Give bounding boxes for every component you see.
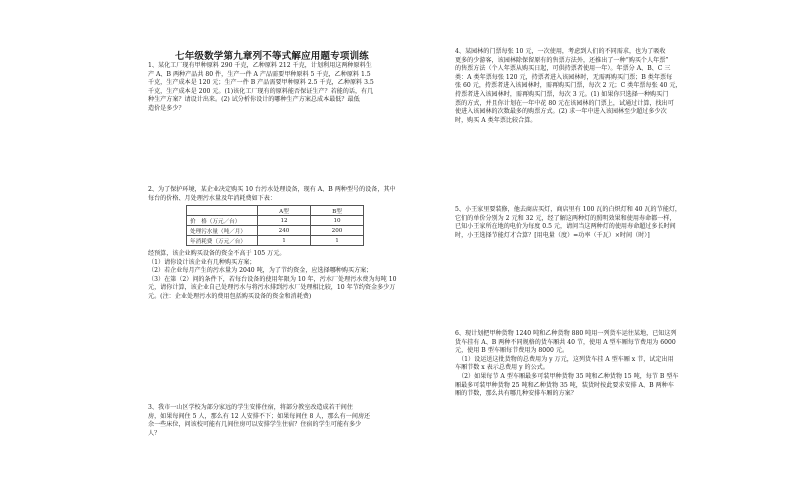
- equipment-table: [186, 205, 364, 246]
- question-4-line: 更多的少游客，该园林除保留原有的售票方法外，还推出了一种“购买个人年票”: [455, 56, 669, 64]
- question-4-line: 张 60 元，持票者进入该园林时，需再购买门票，每次 2 元；C 类年票每张 40 元，: [455, 82, 682, 90]
- question-1-line: 1、某化工厂现有甲种原料 290 千克，乙种原料 212 千克，计划利用这两种原料生: [148, 62, 372, 69]
- question-1-line: 千克，生产成本是 200 元。(1)该化工厂现有的原料能否保证生产？若能的话，有几: [148, 87, 374, 95]
- question-3-line: 房，如果每间住 5 人，那么有 12 人安排不下；如果每间住 8 人，那么有一间房还: [148, 412, 371, 420]
- question-5-line: 已知小王家所在地的电价为每度 0.5 元，请问当这两种灯的使用寿命超过多长时间: [455, 223, 676, 231]
- question-3: [148, 404, 438, 438]
- question-1-line: 产 A、B 两种产品共 80 件，生产一件 A 产品需要甲种原料 5 千克，乙种原料 1.5: [148, 70, 371, 78]
- table-header-row: [187, 206, 364, 216]
- question-2-line: 经预算，该企业购买设备的资金不高于 105 万元。: [148, 250, 286, 257]
- table-cell: 1: [311, 236, 364, 246]
- question-1: [148, 62, 434, 114]
- question-4-line: 时，购买 A 类年票比较合算。: [455, 116, 537, 124]
- table-row: [187, 226, 364, 236]
- table-cell: 10: [311, 216, 364, 226]
- question-4: [455, 48, 760, 125]
- question-2-line: 2、为了保护环境，某企业决定购买 10 台污水处理设备，现有 A、B 两种型号的设备，其中: [148, 186, 396, 193]
- question-6: [455, 330, 760, 399]
- question-4-line: 票的方式，并且你计划在一年中花 80 元在该园林的门票上，试通过计算，找出可: [455, 99, 674, 107]
- question-5-line: 时，小王选择节能灯才合算？[用电量（度）=功率（千瓦）×时间（时）]: [455, 231, 650, 239]
- question-3-line: 人？: [148, 429, 161, 437]
- question-5-line: 5、小王家里要装修，他去商店买灯，商店里有 100 瓦的白炽灯和 40 瓦的节能灯，: [455, 206, 682, 213]
- table-cell: 1: [258, 236, 311, 246]
- table-header-cell: [187, 206, 258, 216]
- question-6-line: 厢最多可装甲种货物 25 吨和乙种货物 35 吨，装货时按此要求安排 A、B 两种车: [455, 381, 674, 389]
- question-2-line: 元。(注：企业处理污水的费用包括购买设备的资金和消耗费): [148, 292, 312, 300]
- table-cell: 12: [258, 216, 311, 226]
- table-header-cell: A型: [258, 206, 311, 216]
- question-2-line: （2）若企业每月产生的污水量为 2040 吨，为了节约资金，应选择哪种购买方案；: [148, 267, 373, 275]
- question-6-line: 车厢节数 x 表示总费用 y 的公式。: [455, 364, 549, 372]
- question-5: [455, 206, 760, 240]
- question-6-line: （1）设运送这批货物的总费用为 y 万元，这列货车挂 A 型车厢 x 节，试定出用: [455, 355, 674, 363]
- question-2-line: （3）在第（2）问的条件下，若每台设备的使用年限为 10 年，污水厂处理污水费为每吨 10: [148, 275, 397, 283]
- table-row: [187, 216, 364, 226]
- question-5-line: 它们的单价分别为 2 元和 32 元，经了解这两种灯的照明效果和使用寿命都一样，: [455, 214, 676, 222]
- question-1-line: 造价是多少？: [148, 104, 185, 112]
- question-2-line: （1）请你设计该企业有几种购买方案；: [148, 258, 256, 266]
- question-3-line: 3、我市一山区学校为部分家远的学生安排住宿，将部分教室改造成若干间住: [148, 404, 353, 411]
- question-4-line: 持票者进入该园林时，需再购买门票，每次 3 元。(1) 如果你只选择一种购买门: [455, 90, 669, 98]
- table-row: [187, 236, 364, 246]
- question-1-line: 种生产方案？请设计出来。(2) 试分析你设计的哪种生产方案总成本最低？最低: [148, 96, 360, 104]
- question-6-line: 元，使用 B 型车厢每节费用为 8000 元。: [455, 347, 569, 355]
- table-cell: 价 格（万元／台）: [187, 216, 258, 226]
- question-2-intro: [148, 186, 438, 203]
- question-2-line: 每台的价格、月处理污水量及年消耗费如下表：: [148, 194, 276, 202]
- table-cell: 240: [258, 226, 311, 236]
- question-6-line: 厢的节数，那么共有哪几种安排车厢的方案？: [455, 390, 577, 398]
- question-2-body: [148, 250, 440, 302]
- question-6-line: （2）如果每节 A 型车厢最多可装甲种货物 35 吨和乙种货物 15 吨，每节 B 型车: [455, 372, 679, 380]
- question-4-line: 的售票方法（个人年票从购买日起，可供持票者使用一年）。年票分 A、B、C 三: [455, 65, 671, 73]
- question-4-line: 4、某园林的门票每张 10 元，一次使用，考虑到人们的不同需求，也为了吸收: [455, 48, 666, 55]
- table-cell: 处理污水量（吨／月）: [187, 226, 258, 236]
- question-6-line: 货车挂有 A、B 两种不同规格的货车厢共 40 节，使用 A 型车厢每节费用为 6000: [455, 338, 676, 346]
- question-3-line: 余一些床位，问该校可能有几间住房可以安排学生住宿？住宿的学生可能有多少: [148, 421, 362, 429]
- question-6-line: 6、现计划把甲种货物 1240 吨和乙种货物 880 吨用一列货车运往某地，已知这列: [455, 330, 677, 337]
- question-4-line: 使进入该园林的次数最多的购票方式。(2) 求一年中进入该园林至少超过多少次: [455, 108, 667, 116]
- question-4-line: 类：A 类年票每张 120 元，持票者进入该园林时，无需再购买门票；B 类年票每: [455, 73, 673, 81]
- table-cell: 200: [311, 226, 364, 236]
- table-cell: 年消耗费（万元／台）: [187, 236, 258, 246]
- question-2-line: 元，请你计算，该企业自己处理污水与将污水排到污水厂处理相比较，10 年节约资金多少万: [148, 284, 396, 292]
- page-title: 七年级数学第九章列不等式解应用题专项训练: [175, 51, 370, 62]
- question-1-line: 千克，生产成本是 120 元；生产一件 B 产品需要甲种原料 2.5 千克，乙种原料 3.5: [148, 79, 374, 87]
- table-header-cell: B型: [311, 206, 364, 216]
